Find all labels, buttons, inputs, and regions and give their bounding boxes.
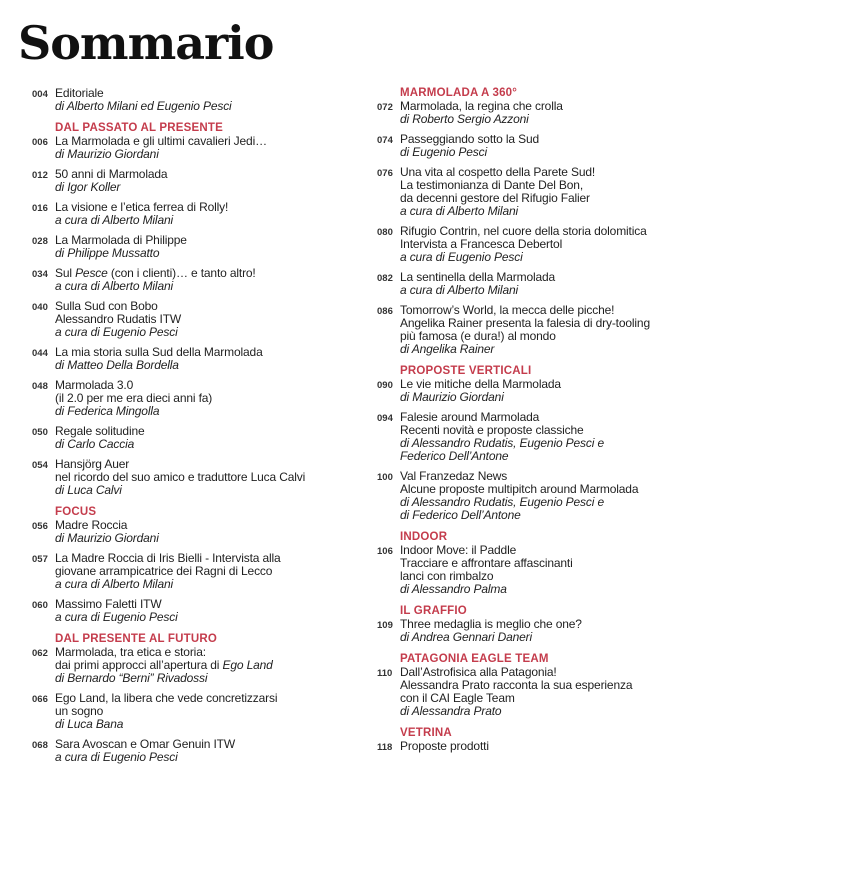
section-heading: DAL PASSATO AL PRESENTE xyxy=(55,122,223,134)
entry-title-line: Marmolada 3.0 xyxy=(55,378,134,392)
entry-body xyxy=(55,738,235,764)
toc-section xyxy=(32,506,362,624)
entry-title-line: Hansjörg Auer xyxy=(55,457,130,471)
entry-title-line: La visione e l’etica ferrea di Rolly! xyxy=(55,200,229,214)
entry-credit: di Alessandro Rudatis, Eugenio Pesci e xyxy=(400,436,604,450)
entry-body xyxy=(55,346,263,372)
entry-title-line: con il CAI Eagle Team xyxy=(400,691,515,705)
entry-title-line: La Madre Roccia di Iris Bielli - Intervista alla xyxy=(55,551,281,565)
italic-title: Ego Land xyxy=(222,658,273,672)
entry-title-line: Dall’Astrofisica alla Patagonia! xyxy=(400,665,557,679)
page-number: 082 xyxy=(377,273,393,284)
entry-body xyxy=(400,100,563,126)
toc-entry[interactable] xyxy=(32,692,362,731)
page-number: 100 xyxy=(377,472,393,483)
entry-title-line: nel ricordo del suo amico e traduttore Luca Calvi xyxy=(55,470,306,484)
toc-entry[interactable] xyxy=(32,300,362,339)
entry-body xyxy=(400,411,604,463)
page-number: 062 xyxy=(32,648,48,659)
entry-title-line: Editoriale xyxy=(55,86,104,100)
entry-credit: di Bernardo “Berni” Rivadossi xyxy=(55,671,208,685)
entry-title-line: Marmolada, tra etica e storia: xyxy=(55,645,206,659)
entry-credit: di Federica Mingolla xyxy=(55,404,160,418)
toc-section xyxy=(377,531,717,596)
page-number: 109 xyxy=(377,620,393,631)
entry-title-line: Sara Avoscan e Omar Genuin ITW xyxy=(55,737,236,751)
toc-entry[interactable] xyxy=(377,666,717,718)
entry-title-line: Tomorrow’s World, la mecca delle picche! xyxy=(400,303,615,317)
entry-body xyxy=(55,519,159,545)
entry-body xyxy=(400,225,647,264)
entry-credit: di Eugenio Pesci xyxy=(400,145,487,159)
toc-entry[interactable] xyxy=(377,166,717,218)
toc-entry[interactable] xyxy=(32,519,362,545)
entry-credit: di Maurizio Giordani xyxy=(55,531,159,545)
entry-body xyxy=(400,740,489,754)
entry-title-line: dai primi approcci all’apertura di Ego Land xyxy=(55,658,273,672)
entry-title-line: Indoor Move: il Paddle xyxy=(400,543,517,557)
entry-credit: di Alessandra Prato xyxy=(400,704,502,718)
entry-title-line: La mia storia sulla Sud della Marmolada xyxy=(55,345,263,359)
section-heading: PROPOSTE VERTICALI xyxy=(400,365,532,377)
entry-body xyxy=(400,666,632,718)
entry-title-line: (il 2.0 per me era dieci anni fa) xyxy=(55,391,213,405)
entry-credit: a cura di Alberto Milani xyxy=(400,204,519,218)
toc-entry[interactable] xyxy=(32,267,362,293)
toc-section xyxy=(377,87,717,356)
entry-title-line: da decenni gestore del Rifugio Falier xyxy=(400,191,590,205)
entry-credit: a cura di Alberto Milani xyxy=(55,279,174,293)
toc-entry[interactable] xyxy=(377,411,717,463)
entry-title-line: Proposte prodotti xyxy=(400,739,489,753)
entry-title-line: Angelika Rainer presenta la falesia di dry-tooling xyxy=(400,316,650,330)
entry-title-line: Passeggiando sotto la Sud xyxy=(400,132,540,146)
entry-title-line: Sulla Sud con Bobo xyxy=(55,299,158,313)
entry-body xyxy=(55,267,256,293)
entry-title-line: Recenti novità e proposte classiche xyxy=(400,423,584,437)
toc-entry[interactable] xyxy=(32,646,362,685)
toc-entry[interactable] xyxy=(32,425,362,451)
entry-body xyxy=(400,378,561,404)
entry-body xyxy=(55,300,181,339)
toc-entry[interactable] xyxy=(377,618,717,644)
entry-credit: di Philippe Mussatto xyxy=(55,246,160,260)
page-number: 076 xyxy=(377,168,393,179)
entry-title-line: Intervista a Francesca Debertol xyxy=(400,237,563,251)
entry-title-line: Madre Roccia xyxy=(55,518,128,532)
entry-body xyxy=(55,598,178,624)
entry-title-line: La Marmolada di Philippe xyxy=(55,233,187,247)
page-number: 090 xyxy=(377,380,393,391)
entry-credit: di Luca Bana xyxy=(55,717,124,731)
toc-entry[interactable] xyxy=(377,304,717,356)
entry-title-line: Regale solitudine xyxy=(55,424,145,438)
entry-credit: a cura di Eugenio Pesci xyxy=(400,250,523,264)
entry-body xyxy=(400,304,650,356)
toc-entry[interactable] xyxy=(32,168,362,194)
toc-entry[interactable] xyxy=(377,544,717,596)
toc-section xyxy=(32,122,362,497)
section-heading: DAL PRESENTE AL FUTURO xyxy=(55,633,218,645)
page-number: 066 xyxy=(32,694,48,705)
entry-title-line: Sul Pesce (con i clienti)… e tanto altro! xyxy=(55,266,256,280)
entry-credit: di Carlo Caccia xyxy=(55,437,135,451)
toc-entry[interactable] xyxy=(377,133,717,159)
toc-column-right xyxy=(377,87,717,761)
page-number: 040 xyxy=(32,302,48,313)
page-number: 028 xyxy=(32,236,48,247)
toc-section xyxy=(377,653,717,718)
toc-entry[interactable] xyxy=(32,234,362,260)
toc-section xyxy=(377,605,717,644)
entry-credit: di Alessandro Palma xyxy=(400,582,507,596)
entry-body xyxy=(400,166,595,218)
page-number: 094 xyxy=(377,413,393,424)
toc-entry[interactable] xyxy=(32,738,362,764)
section-heading: IL GRAFFIO xyxy=(400,605,467,617)
toc-entry[interactable] xyxy=(32,135,362,161)
toc-section xyxy=(377,727,717,754)
page-number: 106 xyxy=(377,546,393,557)
entry-credit: di Alessandro Rudatis, Eugenio Pesci e xyxy=(400,495,604,509)
entry-body xyxy=(400,133,539,159)
page-number: 050 xyxy=(32,427,48,438)
entry-title-line: La sentinella della Marmolada xyxy=(400,270,556,284)
entry-credit: di Maurizio Giordani xyxy=(400,390,504,404)
entry-title-line: Falesie around Marmolada xyxy=(400,410,540,424)
entry-body xyxy=(55,458,305,497)
page-title: Sommario xyxy=(18,16,274,70)
page-number: 086 xyxy=(377,306,393,317)
entry-title-line: Le vie mitiche della Marmolada xyxy=(400,377,561,391)
entry-body xyxy=(55,552,281,591)
entry-body xyxy=(400,618,582,644)
entry-title-line: Una vita al cospetto della Parete Sud! xyxy=(400,165,596,179)
toc-entry[interactable] xyxy=(377,225,717,264)
toc-column-left xyxy=(32,87,362,771)
entry-credit: a cura di Eugenio Pesci xyxy=(55,610,178,624)
toc-entry[interactable] xyxy=(377,271,717,297)
entry-title-line: Ego Land, la libera che vede concretizzarsi xyxy=(55,691,278,705)
section-heading: VETRINA xyxy=(400,727,452,739)
page-number: 118 xyxy=(377,742,393,753)
entry-body xyxy=(55,425,145,451)
entry-title-line: La testimonianza di Dante Del Bon, xyxy=(400,178,584,192)
page-number: 068 xyxy=(32,740,48,751)
toc-section xyxy=(32,87,362,113)
entry-title-line: La Marmolada e gli ultimi cavalieri Jedi… xyxy=(55,134,267,148)
toc-entry[interactable] xyxy=(32,598,362,624)
page-number: 057 xyxy=(32,554,48,565)
entry-credit: di Federico Dell’Antone xyxy=(400,508,521,522)
entry-title-line: giovane arrampicatrice dei Ragni di Lecco xyxy=(55,564,273,578)
toc-section xyxy=(32,633,362,764)
page-number: 060 xyxy=(32,600,48,611)
entry-credit: di Roberto Sergio Azzoni xyxy=(400,112,529,126)
toc-entry[interactable] xyxy=(32,346,362,372)
page-number: 004 xyxy=(32,89,48,100)
section-heading: INDOOR xyxy=(400,531,448,543)
entry-title-line: Alessandro Rudatis ITW xyxy=(55,312,182,326)
entry-body xyxy=(400,544,573,596)
entry-title-line: un sogno xyxy=(55,704,104,718)
entry-credit: di Alberto Milani ed Eugenio Pesci xyxy=(55,99,232,113)
entry-title-line: Alcune proposte multipitch around Marmolada xyxy=(400,482,639,496)
entry-credit: di Igor Koller xyxy=(55,180,121,194)
entry-credit: di Maurizio Giordani xyxy=(55,147,159,161)
toc-entry[interactable] xyxy=(32,552,362,591)
toc-entry[interactable] xyxy=(377,378,717,404)
entry-body xyxy=(55,201,228,227)
entry-body xyxy=(55,135,267,161)
entry-credit: di Matteo Della Bordella xyxy=(55,358,179,372)
section-heading: FOCUS xyxy=(55,506,97,518)
toc-entry[interactable] xyxy=(377,740,717,754)
entry-body xyxy=(55,692,277,731)
section-heading: PATAGONIA EAGLE TEAM xyxy=(400,653,549,665)
page-number: 054 xyxy=(32,460,48,471)
entry-credit: a cura di Alberto Milani xyxy=(400,283,519,297)
entry-title-line: Rifugio Contrin, nel cuore della storia dolomitica xyxy=(400,224,647,238)
entry-title-line: più famosa (e dura!) al mondo xyxy=(400,329,556,343)
page-number: 072 xyxy=(377,102,393,113)
entry-title-line: Alessandra Prato racconta la sua esperienza xyxy=(400,678,633,692)
page-number: 006 xyxy=(32,137,48,148)
toc-entry[interactable] xyxy=(32,201,362,227)
entry-title-line: Val Franzedaz News xyxy=(400,469,508,483)
entry-body xyxy=(55,87,232,113)
entry-credit: di Andrea Gennari Daneri xyxy=(400,630,533,644)
entry-credit: Federico Dell’Antone xyxy=(400,449,509,463)
entry-credit: a cura di Eugenio Pesci xyxy=(55,750,178,764)
page-number: 016 xyxy=(32,203,48,214)
toc-entry[interactable] xyxy=(377,100,717,126)
page-number: 044 xyxy=(32,348,48,359)
entry-title-line: Marmolada, la regina che crolla xyxy=(400,99,563,113)
entry-credit: di Luca Calvi xyxy=(55,483,122,497)
page-number: 012 xyxy=(32,170,48,181)
toc-entry[interactable] xyxy=(32,458,362,497)
page-number: 048 xyxy=(32,381,48,392)
entry-body xyxy=(55,379,212,418)
page-number: 080 xyxy=(377,227,393,238)
italic-title: Pesce xyxy=(75,266,108,280)
entry-body xyxy=(55,234,187,260)
toc-section xyxy=(377,365,717,522)
entry-credit: di Angelika Rainer xyxy=(400,342,495,356)
page-number: 034 xyxy=(32,269,48,280)
entry-credit: a cura di Alberto Milani xyxy=(55,577,174,591)
entry-title-line: Three medaglia is meglio che one? xyxy=(400,617,582,631)
entry-title-line: lanci con rimbalzo xyxy=(400,569,494,583)
toc-entry[interactable] xyxy=(32,87,362,113)
entry-title-line: Massimo Faletti ITW xyxy=(55,597,162,611)
entry-body xyxy=(55,646,273,685)
entry-title-line: Tracciare e affrontare affascinanti xyxy=(400,556,573,570)
page-number: 056 xyxy=(32,521,48,532)
toc-entry[interactable] xyxy=(32,379,362,418)
entry-body xyxy=(55,168,167,194)
toc-entry[interactable] xyxy=(377,470,717,522)
page-number: 110 xyxy=(377,668,393,679)
entry-title-line: 50 anni di Marmolada xyxy=(55,167,168,181)
entry-credit: a cura di Alberto Milani xyxy=(55,213,174,227)
page-number: 074 xyxy=(377,135,393,146)
section-heading: MARMOLADA A 360° xyxy=(400,87,518,99)
entry-body xyxy=(400,271,555,297)
entry-credit: a cura di Eugenio Pesci xyxy=(55,325,178,339)
entry-body xyxy=(400,470,638,522)
